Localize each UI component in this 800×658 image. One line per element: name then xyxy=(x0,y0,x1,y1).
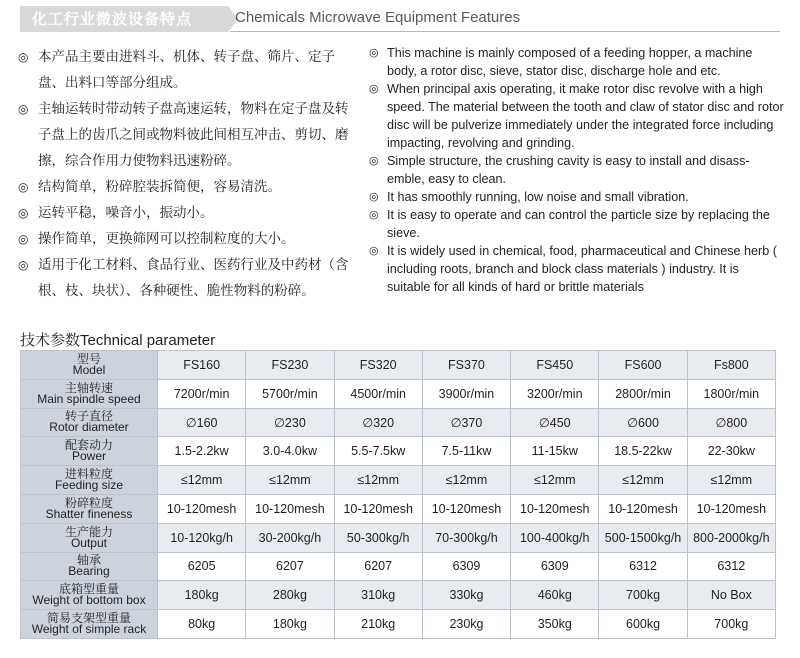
table-cell: FS320 xyxy=(334,351,422,380)
header-title-en: Chemicals Microwave Equipment Features xyxy=(235,9,521,26)
bullet-icon: ◎ xyxy=(18,102,29,116)
table-cell: 70-300kg/h xyxy=(422,523,510,552)
table-cell: 230kg xyxy=(422,610,510,639)
table-cell: 6207 xyxy=(334,552,422,581)
table-cell: Fs800 xyxy=(687,351,775,380)
row-label xyxy=(21,466,158,495)
table-cell: 6312 xyxy=(687,552,775,581)
table-cell: 10-120mesh xyxy=(422,494,510,523)
table-cell: 6205 xyxy=(157,552,245,581)
table-row xyxy=(21,581,776,610)
bullet-icon: ◎ xyxy=(369,47,379,59)
table-cell: ∅450 xyxy=(511,408,599,437)
row-label xyxy=(21,437,158,466)
table-cell: FS160 xyxy=(157,351,245,380)
table-cell: 600kg xyxy=(599,610,687,639)
table-cell: 460kg xyxy=(511,581,599,610)
row-label-en: Bearing xyxy=(68,564,110,579)
feature-text: This machine is mainly composed of a feeding hopper, a machine body, a rotor disc, sieve, stator disc, discharge hole and etc. xyxy=(387,46,753,78)
bullet-icon: ◎ xyxy=(18,180,29,194)
feature-item xyxy=(369,80,785,152)
table-row xyxy=(21,494,776,523)
table-cell: ∅370 xyxy=(422,408,510,437)
table-cell: 3200r/min xyxy=(511,379,599,408)
row-label xyxy=(21,408,158,437)
feature-text: Simple structure, the crushing cavity is easy to install and disass-emble, easy to clean. xyxy=(387,154,750,186)
bullet-icon: ◎ xyxy=(369,245,379,257)
table-cell: 2800r/min xyxy=(599,379,687,408)
table-cell: 11-15kw xyxy=(511,437,599,466)
table-cell: 3.0-4.0kw xyxy=(246,437,334,466)
table-cell: FS370 xyxy=(422,351,510,380)
feature-item xyxy=(16,96,361,174)
table-cell: ∅800 xyxy=(687,408,775,437)
row-label xyxy=(21,523,158,552)
feature-item xyxy=(369,188,785,206)
row-label-cn: 生产能力 xyxy=(64,524,113,539)
table-cell: ≤12mm xyxy=(422,466,510,495)
table-cell: ≤12mm xyxy=(157,466,245,495)
row-label-cn: 轴承 xyxy=(76,553,101,568)
feature-item xyxy=(369,206,785,242)
bullet-icon: ◎ xyxy=(369,83,379,95)
feature-item xyxy=(369,44,785,80)
feature-item xyxy=(16,200,361,226)
row-label-en: Weight of simple rack xyxy=(31,622,147,637)
feature-item xyxy=(16,44,361,96)
table-row xyxy=(21,408,776,437)
bullet-icon: ◎ xyxy=(369,155,379,167)
bullet-icon: ◎ xyxy=(18,206,29,220)
row-label xyxy=(21,581,158,610)
table-cell: 210kg xyxy=(334,610,422,639)
row-label xyxy=(21,552,158,581)
table-cell: ∅160 xyxy=(157,408,245,437)
table-cell: 10-120mesh xyxy=(246,494,334,523)
table-cell: 6312 xyxy=(599,552,687,581)
row-label xyxy=(21,379,158,408)
table-cell: 6309 xyxy=(422,552,510,581)
table-cell: 10-120mesh xyxy=(511,494,599,523)
table-cell: 10-120mesh xyxy=(687,494,775,523)
row-label-cn: 主轴转速 xyxy=(64,380,113,395)
table-cell: FS450 xyxy=(511,351,599,380)
row-label-cn: 型号 xyxy=(76,351,101,366)
row-label xyxy=(21,351,158,380)
row-label-cn: 进料粒度 xyxy=(64,467,113,482)
table-cell: 500-1500kg/h xyxy=(599,523,687,552)
feature-text: 本产品主要由进料斗、机体、转子盘、筛片、定子盘、出料口等部分组成。 xyxy=(38,49,335,91)
tech-parameter-table xyxy=(20,350,776,639)
row-label-en: Shatter fineness xyxy=(45,506,133,521)
table-cell: 6207 xyxy=(246,552,334,581)
table-cell: 7.5-11kw xyxy=(422,437,510,466)
row-label-en: Feeding size xyxy=(54,478,124,493)
header-rule xyxy=(230,31,780,32)
table-cell: 350kg xyxy=(511,610,599,639)
table-cell: 80kg xyxy=(157,610,245,639)
feature-text: 适用于化工材料、食品行业、医药行业及中药材（含根、枝、块状）、各种硬性、脆性物料的粉碎。 xyxy=(38,257,349,299)
table-row xyxy=(21,437,776,466)
table-cell: ∅600 xyxy=(599,408,687,437)
features-cn xyxy=(16,44,361,304)
row-label-en: Model xyxy=(72,362,106,377)
feature-text: It has smoothly running, low noise and small vibration. xyxy=(387,190,689,204)
table-cell: 22-30kw xyxy=(687,437,775,466)
table-cell: 4500r/min xyxy=(334,379,422,408)
table-cell: 7200r/min xyxy=(157,379,245,408)
table-cell: 3900r/min xyxy=(422,379,510,408)
table-cell: 180kg xyxy=(246,610,334,639)
row-label-en: Rotor diameter xyxy=(49,420,129,435)
feature-item xyxy=(16,252,361,304)
feature-text: It is widely used in chemical, food, pharmaceutical and Chinese herb ( including roots, branch and block class materials ) industry. It is suitable for all kinds of hard or brittle materials xyxy=(387,244,777,294)
table-row xyxy=(21,610,776,639)
table-cell: ≤12mm xyxy=(687,466,775,495)
table-cell: 10-120mesh xyxy=(334,494,422,523)
header-tab xyxy=(20,6,228,32)
table-row xyxy=(21,552,776,581)
table-cell: 50-300kg/h xyxy=(334,523,422,552)
feature-item xyxy=(369,242,785,296)
table-cell: 10-120kg/h xyxy=(157,523,245,552)
row-label-cn: 粉碎粒度 xyxy=(64,495,113,510)
table-cell: 280kg xyxy=(246,581,334,610)
table-cell: 5700r/min xyxy=(246,379,334,408)
table-cell: ≤12mm xyxy=(246,466,334,495)
table-cell: 700kg xyxy=(599,581,687,610)
table-cell: 6309 xyxy=(511,552,599,581)
row-label-en: Output xyxy=(70,535,107,550)
table-cell: 10-120mesh xyxy=(599,494,687,523)
bullet-icon: ◎ xyxy=(18,50,29,64)
row-label-en: Main spindle speed xyxy=(37,391,141,406)
table-cell: 310kg xyxy=(334,581,422,610)
bullet-icon: ◎ xyxy=(369,209,379,221)
table-cell: 30-200kg/h xyxy=(246,523,334,552)
row-label xyxy=(21,610,158,639)
row-label-en: Power xyxy=(71,449,106,464)
feature-item xyxy=(369,152,785,188)
section-header xyxy=(20,6,780,32)
header-title-cn: 化工行业微波设备特点 xyxy=(32,10,193,28)
row-label-en: Weight of bottom box xyxy=(32,593,146,608)
table-cell: 700kg xyxy=(687,610,775,639)
row-label-cn: 配套动力 xyxy=(64,438,113,453)
table-cell: 330kg xyxy=(422,581,510,610)
row-label-cn: 底箱型重量 xyxy=(58,582,119,597)
bullet-icon: ◎ xyxy=(18,258,29,272)
bullet-icon: ◎ xyxy=(18,232,29,246)
table-cell: ≤12mm xyxy=(511,466,599,495)
table-cell: 1.5-2.2kw xyxy=(157,437,245,466)
table-cell: 800-2000kg/h xyxy=(687,523,775,552)
feature-text: 操作简单，更换筛网可以控制粒度的大小。 xyxy=(38,231,295,247)
feature-text: 主轴运转时带动转子盘高速运转，物料在定子盘及转子盘上的齿爪之间或物料彼此间相互冲击、剪切、磨擦，综合作用力使物料迅速粉碎。 xyxy=(38,101,349,169)
table-cell: 1800r/min xyxy=(687,379,775,408)
table-cell: 10-120mesh xyxy=(157,494,245,523)
table-row xyxy=(21,351,776,380)
table-cell: FS600 xyxy=(599,351,687,380)
table-cell: 180kg xyxy=(157,581,245,610)
table-row xyxy=(21,466,776,495)
row-label xyxy=(21,494,158,523)
table-cell: 5.5-7.5kw xyxy=(334,437,422,466)
feature-text: It is easy to operate and can control the particle size by replacing the sieve. xyxy=(387,208,770,240)
row-label-cn: 简易支架型重量 xyxy=(46,611,131,626)
bullet-icon: ◎ xyxy=(369,191,379,203)
table-row xyxy=(21,379,776,408)
table-cell: ∅230 xyxy=(246,408,334,437)
feature-item xyxy=(16,174,361,200)
row-label-cn: 转子直径 xyxy=(64,409,113,424)
table-cell: ∅320 xyxy=(334,408,422,437)
features-en xyxy=(369,44,785,296)
feature-text: 运转平稳，噪音小，振动小。 xyxy=(38,205,214,221)
tech-parameter-title: 技术参数Technical parameter xyxy=(20,332,216,349)
feature-text: When principal axis operating, it make rotor disc revolve with a high speed. The material between the tooth and claw of stator disc and rotor disc will be pulverize immediately under the integrated force including impacting, revolving and grinding. xyxy=(387,82,784,150)
table-cell: No Box xyxy=(687,581,775,610)
table-cell: 18.5-22kw xyxy=(599,437,687,466)
table-cell: ≤12mm xyxy=(334,466,422,495)
table-row xyxy=(21,523,776,552)
table-cell: FS230 xyxy=(246,351,334,380)
table-cell: ≤12mm xyxy=(599,466,687,495)
feature-item xyxy=(16,226,361,252)
feature-text: 结构简单，粉碎腔装拆简便，容易清洗。 xyxy=(38,179,281,195)
table-cell: 100-400kg/h xyxy=(511,523,599,552)
